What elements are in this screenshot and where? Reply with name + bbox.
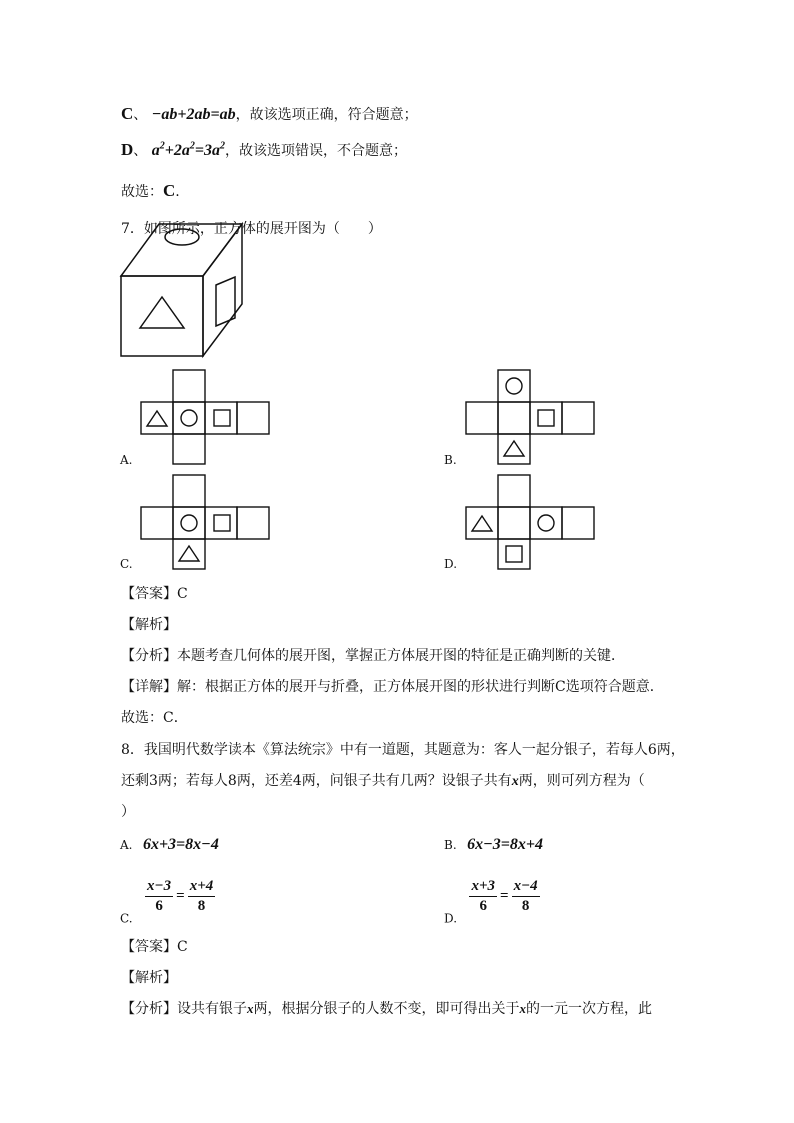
exponent: 2 <box>189 140 195 152</box>
separator: 、 <box>133 107 148 123</box>
numerator: x+3 <box>469 877 497 897</box>
option-expression: 6x−3=8x+4 <box>467 836 544 853</box>
numerator: x−4 <box>512 877 540 897</box>
net-option-b[interactable] <box>466 369 596 465</box>
q8-option-b[interactable] <box>444 836 543 854</box>
q7-detail <box>121 676 664 696</box>
denominator: 8 <box>197 898 206 914</box>
analysis-variable: x <box>247 1001 254 1016</box>
q8-stem-line3: ） <box>121 804 135 820</box>
prev-choice-line <box>121 181 180 201</box>
q8-stem-line1: 8．我国明代数学读本《算法统宗》中有一道题，其题意为：客人一起分银子，若每人6两， <box>121 742 685 758</box>
analysis-variable: x <box>519 1001 526 1016</box>
q7-option-c-label[interactable]: C. <box>120 557 133 571</box>
option-text: ，故该选项正确，符合题意； <box>235 107 418 123</box>
detail-text: 解：根据正方体的展开与折叠，正方体展开图的形状进行判断C选项符合题意． <box>177 679 664 695</box>
cube-figure <box>120 222 260 362</box>
denominator: 6 <box>479 898 487 914</box>
q7-option-b-label[interactable]: B. <box>444 453 457 467</box>
option-letter: C <box>121 104 134 123</box>
q7-analysis <box>121 645 625 665</box>
q7-choice: 故选：C． <box>121 710 188 726</box>
option-expression: −ab+2ab=ab <box>151 106 236 123</box>
analysis-tag: 【分析】 <box>121 648 177 664</box>
option-expression: 6x+3=8x−4 <box>142 836 219 853</box>
detail-tag: 【详解】 <box>121 679 177 695</box>
analysis-tag: 【分析】 <box>121 1001 177 1017</box>
choice-letter: C <box>163 181 176 200</box>
stem-text: 还剩3两；若每人8两，还差4两，问银子共有几两？设银子共有 <box>121 773 512 789</box>
q7-stem: 7．如图所示，正方体的展开图为（ ） <box>121 221 382 237</box>
q8-analysis-title: 【解析】 <box>121 970 177 986</box>
expr-part: a <box>151 142 160 159</box>
option-label: A. <box>120 838 133 852</box>
option-letter: D <box>121 140 134 159</box>
choice-end: . <box>175 184 180 200</box>
choice-prefix: 故选： <box>121 184 163 200</box>
net-option-d[interactable] <box>466 474 596 570</box>
fraction-left <box>145 877 173 916</box>
separator: 、 <box>133 143 148 159</box>
net-option-a[interactable] <box>141 369 271 465</box>
exponent: 2 <box>159 140 165 152</box>
net-option-c[interactable] <box>141 474 271 570</box>
analysis-text: 的一元一次方程，此 <box>526 1001 652 1017</box>
fraction-right <box>512 877 540 916</box>
equals-sign: = <box>176 888 185 904</box>
denominator: 6 <box>155 898 163 914</box>
q7-option-a-label[interactable]: A. <box>120 453 133 467</box>
q7-answer: 【答案】C <box>121 586 188 602</box>
expr-part: +2a <box>164 142 190 159</box>
q8-answer: 【答案】C <box>121 939 188 955</box>
prev-option-c-line <box>121 104 418 124</box>
option-text: ，故该选项错误，不合题意； <box>224 143 407 159</box>
option-label: B. <box>444 838 457 852</box>
q7-analysis-title: 【解析】 <box>121 617 177 633</box>
numerator: x+4 <box>188 877 216 897</box>
q8-option-c[interactable] <box>120 877 215 926</box>
numerator: x−3 <box>145 877 173 897</box>
prev-option-d-line <box>121 140 407 160</box>
q8-analysis <box>121 998 652 1018</box>
analysis-text: 设共有银子 <box>177 1001 247 1017</box>
expr-part: =3a <box>194 142 220 159</box>
analysis-text: 本题考查几何体的展开图，掌握正方体展开图的特征是正确判断的关键． <box>177 648 625 664</box>
option-expression <box>152 142 225 159</box>
q7-option-d-label[interactable]: D. <box>444 557 458 571</box>
analysis-text: 两，根据分银子的人数不变，即可得出关于 <box>253 1001 520 1017</box>
option-label: D. <box>444 911 458 926</box>
equals-sign: = <box>500 888 509 904</box>
q8-option-d[interactable] <box>444 877 540 926</box>
exponent: 2 <box>219 140 225 152</box>
q8-stem-line2 <box>121 770 645 790</box>
fraction-right <box>188 877 216 916</box>
q8-option-a[interactable] <box>120 836 219 854</box>
stem-variable: x <box>511 774 519 789</box>
denominator: 8 <box>521 898 530 914</box>
fraction-left <box>469 877 497 916</box>
option-label: C. <box>120 911 133 926</box>
stem-text: 两，则可列方程为（ <box>518 773 645 789</box>
